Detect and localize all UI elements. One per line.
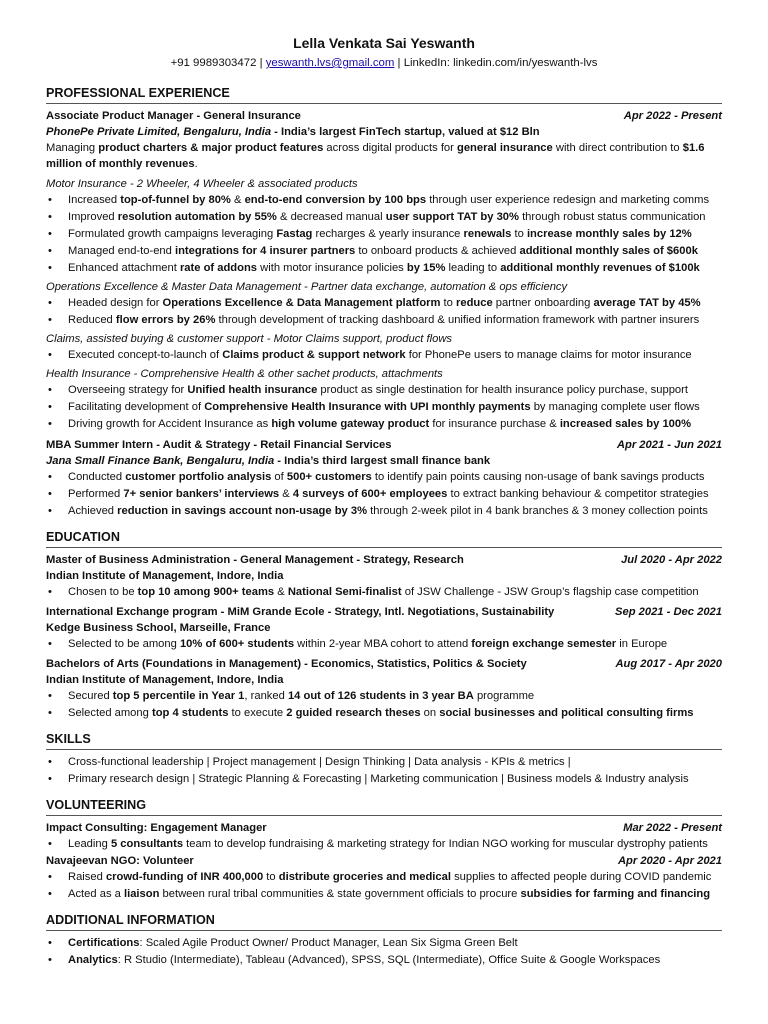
volunteer-role: Impact Consulting: Engagement Manager <box>46 822 267 834</box>
text-run: to extract banking behaviour & competitor strategies <box>447 488 709 500</box>
text-run-bold: flow errors by 26% <box>115 314 216 326</box>
separator: | <box>394 57 404 69</box>
text-run-bold: integrations for 4 insurer partners <box>174 245 356 257</box>
list-item <box>46 260 722 277</box>
list-item <box>46 886 722 903</box>
text-run-bold: increased sales by 100% <box>559 418 692 430</box>
text-run-bold: renewals <box>463 228 512 240</box>
text-run-bold: end-to-end conversion by 100 bps <box>244 194 427 206</box>
text-run-bold: top 5 percentile in Year 1 <box>112 690 245 702</box>
text-run: Executed concept-to-launch of <box>68 349 223 361</box>
text-run-bold: 5 consultants <box>110 838 184 850</box>
text-run: supplies to affected people during COVID pandemic <box>450 871 712 883</box>
text-run: to <box>511 228 527 240</box>
text-run: recharges & yearly insurance <box>312 228 464 240</box>
job-header <box>46 108 722 124</box>
text-run-bold: reduce <box>456 297 493 309</box>
text-run: with direct contribution to <box>552 142 683 154</box>
text-run-bold: Claims product & support network <box>222 349 406 361</box>
text-run: Chosen to be <box>68 586 138 598</box>
text-run-bold: crowd-funding of INR 400,000 <box>105 871 264 883</box>
text-run-bold: Unified health insurance <box>187 384 318 396</box>
list-item <box>46 836 722 853</box>
list-item <box>46 486 722 503</box>
bullet-list <box>46 347 722 364</box>
text-run-bold: subsidies for farming and financing <box>520 888 711 900</box>
education-date: Jul 2020 - Apr 2022 <box>621 554 722 566</box>
text-run: of JSW Challenge - JSW Group’s flagship case competition <box>401 586 699 598</box>
text-run: Enhanced attachment <box>68 262 180 274</box>
text-run: of <box>271 471 287 483</box>
text-run: team to develop fundraising & marketing strategy for Indian NGO working for muscular dystrophy patients <box>183 838 708 850</box>
text-run: programme <box>473 690 535 702</box>
volunteer-date: Mar 2022 - Present <box>623 822 722 834</box>
text-run: through 2-week pilot in 4 bank branches & 3 money collection points <box>367 505 708 517</box>
list-item <box>46 347 722 364</box>
section-title-experience: PROFESSIONAL EXPERIENCE <box>46 85 722 104</box>
text-run-bold: Certifications <box>68 937 140 949</box>
list-item <box>46 295 722 312</box>
text-run-bold: rate of addons <box>179 262 258 274</box>
job-date: Apr 2021 - Jun 2021 <box>616 439 722 451</box>
text-run: Improved <box>68 211 118 223</box>
job-company: Jana Small Finance Bank, Bengaluru, India <box>46 455 275 467</box>
text-run-bold: resolution automation by 55% <box>117 211 277 223</box>
section-title-additional: ADDITIONAL INFORMATION <box>46 912 722 931</box>
bullet-list <box>46 382 722 433</box>
subhead-motor: Motor Insurance - 2 Wheeler, 4 Wheeler & associated products <box>46 178 358 190</box>
text-run: to onboard products & achieved <box>355 245 520 257</box>
text-run-bold: 7+ senior bankers’ interviews <box>123 488 280 500</box>
text-run-bold: increase monthly sales by 12% <box>526 228 692 240</box>
list-item <box>46 469 722 486</box>
text-run: Acted as a <box>68 888 124 900</box>
bullet-list <box>46 636 722 653</box>
list-item <box>46 869 722 886</box>
text-run: Reduced <box>68 314 116 326</box>
text-run-bold: reduction in savings account non-usage by 3% <box>117 505 368 517</box>
separator: | <box>256 57 266 69</box>
volunteer-header <box>46 853 722 869</box>
list-item <box>46 226 722 243</box>
education-date: Sep 2021 - Dec 2021 <box>615 606 722 618</box>
text-run-bold: product charters & major product features <box>98 142 324 154</box>
text-run: to execute <box>228 707 287 719</box>
text-run-bold: 500+ customers <box>286 471 372 483</box>
degree: Master of Business Administration - General Management - Strategy, Research <box>46 554 464 566</box>
bullet-list <box>46 754 722 788</box>
text-run: partner onboarding <box>492 297 594 309</box>
text-run: Selected to be among <box>68 638 180 650</box>
text-run: Managing <box>46 142 99 154</box>
text-run: through robust status communication <box>518 211 706 223</box>
text-run: to <box>440 297 456 309</box>
job-company-line <box>46 124 722 140</box>
list-item <box>46 399 722 416</box>
text-run: within 2-year MBA cohort to attend <box>294 638 472 650</box>
text-run-bold: distribute groceries and medical <box>278 871 451 883</box>
text-run: Conducted <box>68 471 126 483</box>
section-title-education: EDUCATION <box>46 529 722 548</box>
phone-number: +91 9989303472 <box>170 57 257 69</box>
text-run-bold: $1.6 million of monthly revenues <box>46 142 705 170</box>
degree: Bachelors of Arts (Foundations in Management) - Economics, Statistics, Politics & Society <box>46 658 527 670</box>
text-run-bold: liaison <box>123 888 160 900</box>
text-run-bold: Fastag <box>276 228 313 240</box>
subhead-operations: Operations Excellence & Master Data Management - Partner data exchange, automation & ops efficiency <box>46 281 568 293</box>
text-run-bold: 2 guided research theses <box>286 707 421 719</box>
text-run: & decreased manual <box>276 211 386 223</box>
text-run-bold: 4 surveys of 600+ employees <box>292 488 448 500</box>
text-run: Driving growth for Accident Insurance as <box>68 418 272 430</box>
volunteer-header <box>46 820 722 836</box>
subhead-claims: Claims, assisted buying & customer support - Motor Claims support, product flows <box>46 333 453 345</box>
job-company-desc: - India’s third largest small finance bank <box>274 455 491 467</box>
text-run: Headed design for <box>68 297 163 309</box>
job-company: PhonePe Private Limited, Bengaluru, India <box>46 126 272 138</box>
job-header <box>46 437 722 453</box>
text-run: product as single destination for health insurance policy purchase, support <box>317 384 688 396</box>
text-run-bold: general insurance <box>456 142 553 154</box>
job-date: Apr 2022 - Present <box>623 110 722 122</box>
text-run-bold: average TAT by 45% <box>593 297 701 309</box>
job-role: MBA Summer Intern - Audit & Strategy - Retail Financial Services <box>46 439 392 451</box>
text-run: : Scaled Agile Product Owner/ Product Manager, Lean Six Sigma Green Belt <box>139 937 518 949</box>
job-company-desc: - India’s largest FinTech startup, valued at $12 Bln <box>271 126 540 138</box>
text-run-bold: top-of-funnel by 80% <box>120 194 231 206</box>
text-run: & <box>230 194 245 206</box>
school: Indian Institute of Management, Indore, India <box>46 674 284 686</box>
text-run: Achieved <box>68 505 118 517</box>
list-item <box>46 584 722 601</box>
education-header <box>46 656 722 672</box>
text-run-bold: user support TAT by 30% <box>385 211 519 223</box>
text-run: Performed <box>68 488 124 500</box>
text-run: Facilitating development of <box>68 401 205 413</box>
job-summary <box>46 140 722 172</box>
text-run-bold: Comprehensive Health Insurance with UPI monthly payments <box>204 401 531 413</box>
bullet-list <box>46 935 722 969</box>
section-title-skills: SKILLS <box>46 731 722 750</box>
text-run: between rural tribal communities & state government officials to procure <box>159 888 521 900</box>
text-run-bold: social businesses and political consulting firms <box>439 707 694 719</box>
degree: International Exchange program - MiM Grande Ecole - Strategy, Intl. Negotiations, Sustainability <box>46 606 555 618</box>
text-run: : R Studio (Intermediate), Tableau (Advanced), SPSS, SQL (Intermediate), Office Suite & Google Workspaces <box>117 954 661 966</box>
list-item <box>46 503 722 520</box>
list-item <box>46 688 722 705</box>
section-title-volunteering: VOLUNTEERING <box>46 797 722 816</box>
contact-line <box>46 55 722 71</box>
text-run: , ranked <box>244 690 288 702</box>
volunteer-role: Navajeevan NGO: Volunteer <box>46 855 194 867</box>
text-run-bold: top 10 among 900+ teams <box>137 586 275 598</box>
text-run: through development of tracking dashboard & unified information framework with partner insurers <box>215 314 700 326</box>
text-run: leading to <box>445 262 501 274</box>
education-header <box>46 604 722 620</box>
education-header <box>46 552 722 568</box>
volunteer-date: Apr 2020 - Apr 2021 <box>617 855 722 867</box>
text-run: for insurance purchase & <box>429 418 560 430</box>
list-item <box>46 935 722 952</box>
list-item <box>46 192 722 209</box>
text-run-bold: Analytics <box>68 954 118 966</box>
bullet-list <box>46 295 722 329</box>
text-run-bold: National Semi-finalist <box>287 586 402 598</box>
text-run-bold: additional monthly sales of $600k <box>519 245 698 257</box>
text-run-bold: high volume gateway product <box>271 418 430 430</box>
text-run: Increased <box>68 194 121 206</box>
bullet-list <box>46 469 722 520</box>
job-role: Associate Product Manager - General Insurance <box>46 110 301 122</box>
bullet-list <box>46 192 722 277</box>
list-item <box>46 416 722 433</box>
list-item <box>46 312 722 329</box>
list-item <box>46 382 722 399</box>
subhead-health: Health Insurance - Comprehensive Health & other sachet products, attachments <box>46 368 443 380</box>
list-item <box>46 243 722 260</box>
text-run: for PhonePe users to manage claims for motor insurance <box>405 349 692 361</box>
text-run: Formulated growth campaigns leveraging <box>68 228 277 240</box>
text-run-bold: customer portfolio analysis <box>125 471 272 483</box>
list-item <box>46 209 722 226</box>
text-run: Raised <box>68 871 106 883</box>
text-run: through user experience redesign and marketing comms <box>426 194 710 206</box>
text-run: to identify pain points causing non-usage of bank savings products <box>371 471 705 483</box>
email-link[interactable]: yeswanth.lvs@gmail.com <box>265 57 395 69</box>
list-item: • Primary research design | Strategic Planning & Forecasting | Marketing communication | Business models & Industry analysis <box>46 771 722 788</box>
list-item <box>46 952 722 969</box>
job-company-line <box>46 453 722 469</box>
list-item: • Cross-functional leadership | Project management | Design Thinking | Data analysis - KPIs & metrics | <box>46 754 722 771</box>
text-run: & <box>274 586 288 598</box>
text-run: . <box>194 158 198 170</box>
school: Indian Institute of Management, Indore, India <box>46 570 284 582</box>
text-run: with motor insurance policies <box>257 262 407 274</box>
bullet-list <box>46 688 722 722</box>
text-run-bold: 14 out of 126 students in 3 year BA <box>287 690 474 702</box>
text-run: Leading <box>68 838 111 850</box>
candidate-name: Lella Venkata Sai Yeswanth <box>293 35 475 51</box>
text-run-bold: 10% of 600+ students <box>179 638 295 650</box>
text-run: Secured <box>68 690 113 702</box>
text-run-bold: foreign exchange semester <box>471 638 617 650</box>
text-run: across digital products for <box>323 142 457 154</box>
text-run-bold: top 4 students <box>151 707 229 719</box>
text-run-bold: by 15% <box>406 262 446 274</box>
text-run-bold: additional monthly revenues of $100k <box>500 262 700 274</box>
text-run: in Europe <box>616 638 668 650</box>
bullet-list <box>46 584 722 601</box>
bullet-list <box>46 836 722 853</box>
text-run: on <box>420 707 440 719</box>
list-item <box>46 705 722 722</box>
text-run: & <box>279 488 293 500</box>
text-run: Selected among <box>68 707 152 719</box>
text-run-bold: Operations Excellence & Data Management platform <box>162 297 441 309</box>
bullet-list <box>46 869 722 903</box>
education-date: Aug 2017 - Apr 2020 <box>615 658 722 670</box>
school: Kedge Business School, Marseille, France <box>46 622 271 634</box>
text-run: Managed end-to-end <box>68 245 175 257</box>
linkedin-text: LinkedIn: linkedin.com/in/yeswanth-lvs <box>403 57 598 69</box>
list-item <box>46 636 722 653</box>
text-run: to <box>263 871 279 883</box>
text-run: by managing complete user flows <box>530 401 700 413</box>
text-run: Overseeing strategy for <box>68 384 188 396</box>
